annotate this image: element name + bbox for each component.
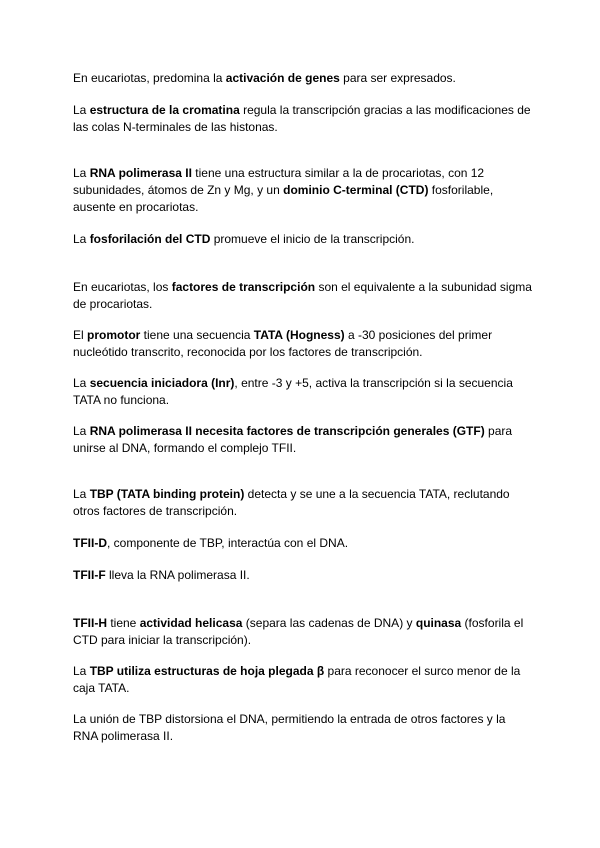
bold-text: activación de genes (225, 71, 340, 85)
text-run: , componente de TBP, interactúa con el DNA. (107, 536, 349, 550)
text-run: , entre -3 y +5, activa la transcripción si la secuencia TATA no funciona. (73, 376, 513, 407)
text-run: (separa las cadenas de DNA) y (242, 616, 416, 630)
text-run: La (73, 166, 90, 180)
bold-text: TFII-H (73, 616, 107, 630)
paragraph (73, 327, 533, 361)
bold-text: TBP utiliza estructuras de hoja plegada β (89, 664, 325, 678)
paragraph (73, 663, 533, 697)
paragraph (73, 567, 533, 584)
text-run: para ser expresados. (339, 71, 456, 85)
text-run: La unión de TBP distorsiona el DNA, permitiendo la entrada de otros factores y la RNA polimerasa II. (73, 712, 506, 743)
text-run: En eucariotas, los (73, 280, 172, 294)
text-run: El (73, 328, 88, 342)
text-run: (fosforila el CTD para iniciar la transcripción). (73, 616, 524, 647)
paragraph (73, 486, 533, 520)
bold-text: RNA polimerasa II necesita factores de transcripción generales (GTF) (89, 424, 485, 438)
text-run: lleva la RNA polimerasa II. (105, 568, 250, 582)
paragraph (73, 102, 533, 136)
text-run: detecta y se une a la secuencia TATA, reclutando otros factores de transcripción. (73, 487, 510, 518)
paragraph (73, 231, 533, 248)
bold-text: TFII-D (73, 536, 107, 550)
text-run: promueve el inicio de la transcripción. (210, 232, 415, 246)
bold-text: TFII-F (73, 568, 106, 582)
text-run: La (73, 424, 90, 438)
text-run: para reconocer el surco menor de la caja TATA. (73, 664, 521, 695)
bold-text: estructura de la cromatina (89, 103, 240, 117)
text-run: En eucariotas, predomina la (73, 71, 226, 85)
text-run: La (73, 232, 90, 246)
text-run: para unirse al DNA, formando el complejo TFII. (73, 424, 513, 455)
text-run: regula la transcripción gracias a las modificaciones de las colas N-terminales de las histonas. (73, 103, 531, 134)
text-run: La (73, 487, 90, 501)
text-run: tiene una estructura similar a la de procariotas, con 12 subunidades, átomos de Zn y Mg, y un (73, 166, 485, 197)
bold-text: RNA polimerasa II (89, 166, 192, 180)
paragraph (73, 615, 533, 649)
text-run: tiene una secuencia (140, 328, 254, 342)
bold-text: TATA (Hogness) (253, 328, 345, 342)
paragraph (73, 535, 533, 552)
text-run: fosforilable, ausente en procariotas. (73, 183, 494, 214)
bold-text: quinasa (415, 616, 462, 630)
paragraph (73, 279, 533, 313)
text-run: a -30 posiciones del primer nucleótido transcrito, reconocida por los factores de transcripción. (73, 328, 493, 359)
paragraph (73, 165, 533, 216)
text-run: La (73, 664, 90, 678)
text-run: La (73, 376, 90, 390)
bold-text: promotor (87, 328, 141, 342)
bold-text: fosforilación del CTD (89, 232, 211, 246)
text-run: son el equivalente a la subunidad sigma de procariotas. (73, 280, 532, 311)
paragraph (73, 711, 533, 745)
bold-text: secuencia iniciadora (Inr) (89, 376, 235, 390)
text-run: tiene (107, 616, 140, 630)
paragraph (73, 70, 533, 87)
bold-text: factores de transcripción (171, 280, 316, 294)
bold-text: dominio C-terminal (CTD) (283, 183, 429, 197)
text-run: La (73, 103, 90, 117)
bold-text: TBP (TATA binding protein) (89, 487, 245, 501)
paragraph (73, 375, 533, 409)
paragraph (73, 423, 533, 457)
bold-text: actividad helicasa (139, 616, 243, 630)
